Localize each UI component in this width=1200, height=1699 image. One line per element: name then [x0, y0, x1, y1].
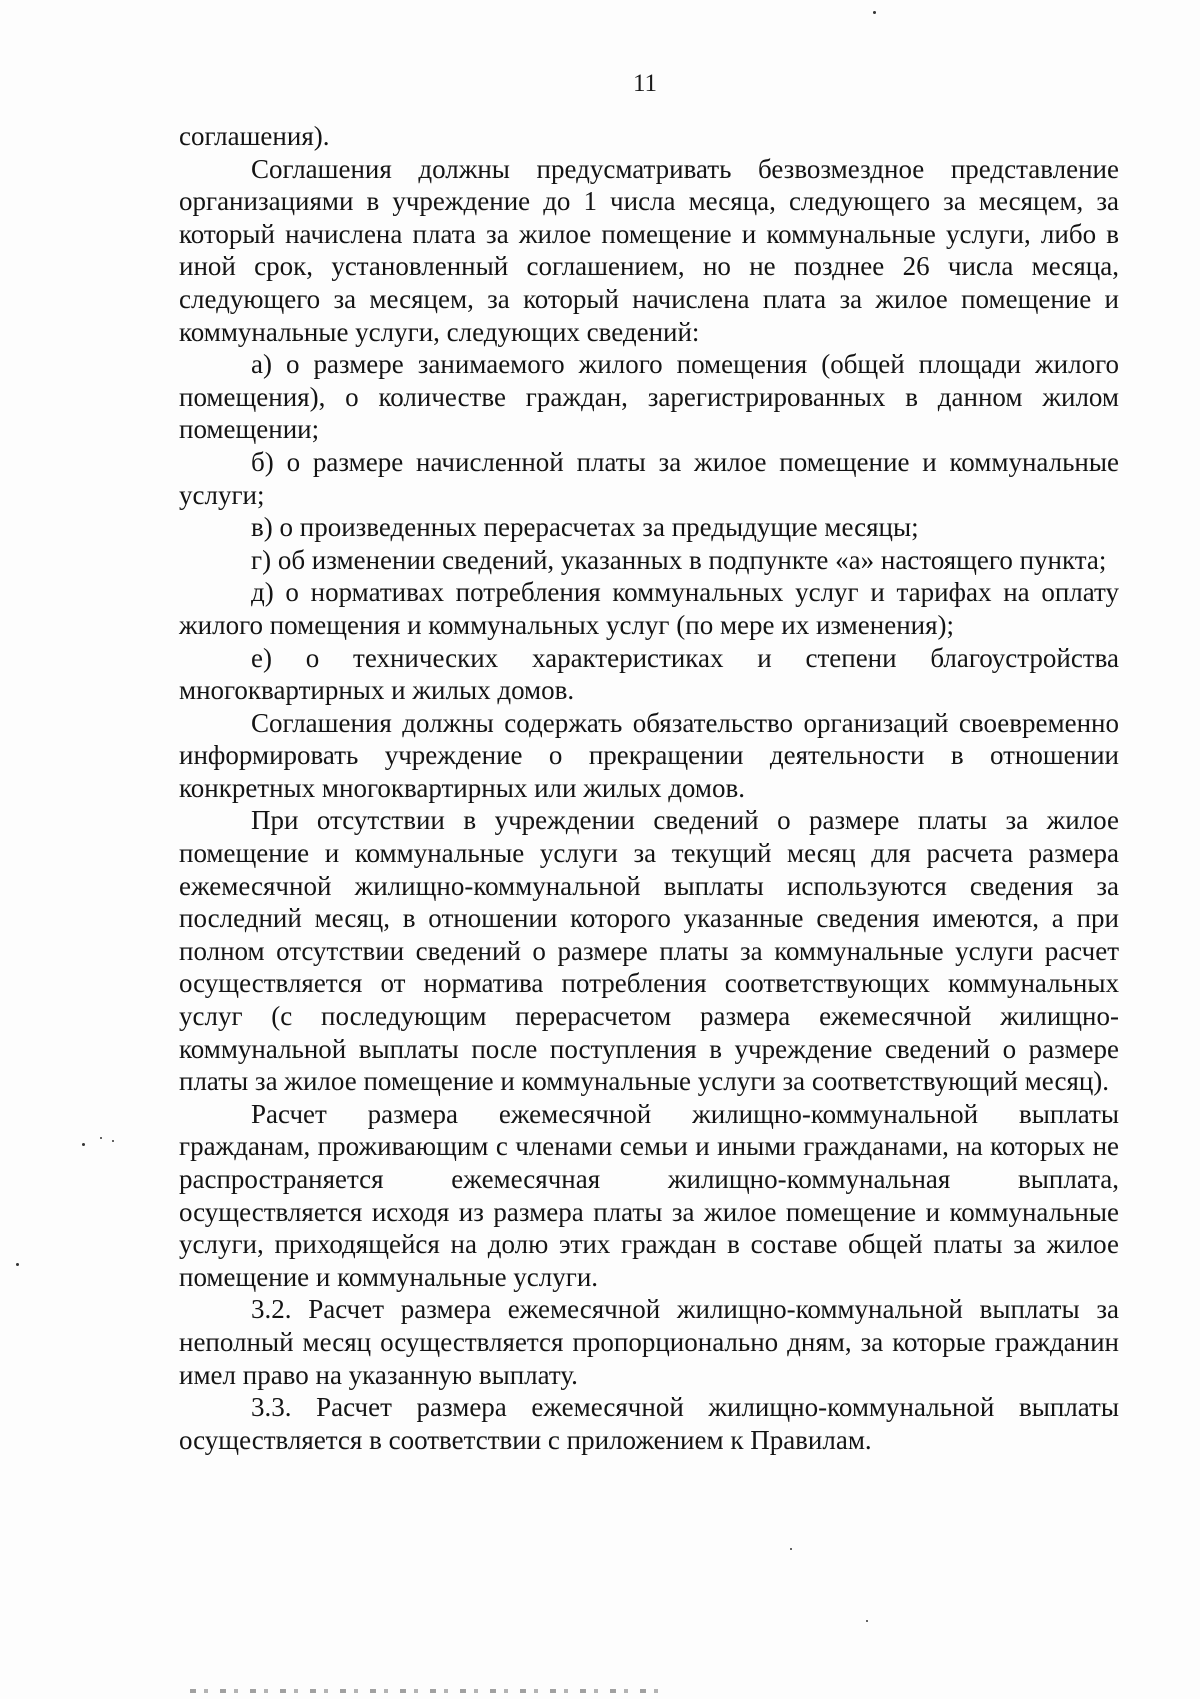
document-body [179, 120, 1119, 1456]
paragraph: Расчет размера ежемесячной жилищно-коммунальной выплаты гражданам, проживающим с членами семьи и иными гражданами, на которых не распространяется ежемесячная жилищно-коммунальная выплата, осуществляется исходя из размера платы за жилое помещение и коммунальные услуги, приходящейся на долю этих граждан в составе общей платы за жилое помещение и коммунальные услуги. [179, 1098, 1119, 1292]
paragraph: в) о произведенных перерасчетах за предыдущие месяцы; [251, 512, 919, 543]
scan-speck [112, 1140, 114, 1142]
scan-speck [866, 1620, 868, 1622]
scan-speck [873, 11, 876, 14]
paragraph: 3.3. Расчет размера ежемесячной жилищно-коммунальной выплаты осуществляется в соответствии с приложением к Правилам. [179, 1392, 1119, 1455]
scan-speck [100, 1137, 102, 1139]
paragraph: соглашения). [179, 121, 330, 151]
scan-speck [16, 1263, 19, 1266]
paragraph: д) о нормативах потребления коммунальных услуг и тарифах на оплату жилого помещения и коммунальных услуг (по мере их изменения); [179, 577, 1119, 640]
scan-speck [82, 1143, 85, 1146]
paragraph: Соглашения должны содержать обязательство организаций своевременно информировать учреждение о прекращении деятельности в отношении конкретных многоквартирных или жилых домов. [179, 707, 1119, 803]
scan-speck [790, 1548, 792, 1550]
paragraph: е) о технических характеристиках и степени благоустройства многоквартирных и жилых домов. [179, 642, 1119, 706]
paragraph: 3.2. Расчет размера ежемесячной жилищно-коммунальной выплаты за неполный месяц осуществляется пропорционально дням, за которые гражданин имел право на указанную выплату. [179, 1294, 1119, 1390]
page-number: 11 [632, 70, 658, 97]
paragraph: а) о размере занимаемого жилого помещения (общей площади жилого помещения), о количестве граждан, зарегистрированных в данном жилом помещении; [179, 349, 1119, 445]
paragraph: Соглашения должны предусматривать безвозмездное представление организациями в учреждение до 1 числа месяца, следующего за месяцем, за который начислена плата за жилое помещение и коммунальные услуги, либо в иной срок, установленный соглашением, но не позднее 26 числа месяца, следующего за месяцем, за который начислена плата за жилое помещение и коммунальные услуги, следующих сведений: [179, 153, 1119, 347]
paragraph: При отсутствии в учреждении сведений о размере платы за жилое помещение и коммунальные услуги за текущий месяц для расчета размера ежемесячной жилищно-коммунальной выплаты используются сведения за последний месяц, в отношении которого указанные сведения имеются, а при полном отсутствии сведений о размере платы за коммунальные услуги расчет осуществляется от норматива потребления соответствующих коммунальных услуг (с последующим перерасчетом размера ежемесячной жилищно-коммунальной выплаты после поступления в учреждение сведений о размере платы за жилое помещение и коммунальные услуги за соответствующий месяц). [179, 805, 1119, 1097]
paragraph: б) о размере начисленной платы за жилое помещение и коммунальные услуги; [179, 446, 1119, 510]
scan-edge-noise [190, 1689, 660, 1693]
paragraph: г) об изменении сведений, указанных в подпункте «а» настоящего пункта; [251, 544, 1107, 575]
